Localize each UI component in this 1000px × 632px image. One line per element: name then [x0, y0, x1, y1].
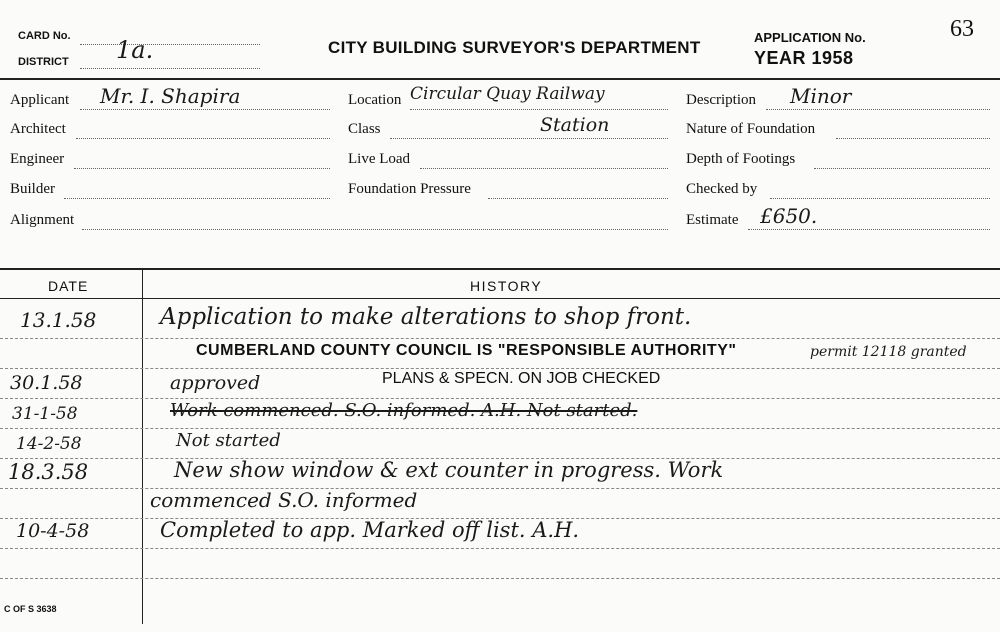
- estimate-value: £650.: [760, 204, 818, 228]
- card-no-label: CARD No.: [18, 30, 71, 42]
- table-divider: [142, 268, 143, 624]
- live-load-line: [420, 168, 668, 169]
- engineer-label: Engineer: [10, 151, 65, 167]
- application-no-value: 63: [950, 16, 974, 42]
- class-label: Class: [348, 121, 381, 137]
- history-entry: Completed to app. Marked off list. A.H.: [160, 518, 580, 542]
- district-label: DISTRICT: [18, 56, 69, 68]
- location-value-2: Station: [540, 114, 610, 136]
- row-line: [0, 578, 1000, 579]
- foundation-pressure-line: [488, 198, 668, 199]
- builder-line: [64, 198, 330, 199]
- live-load-label: Live Load: [348, 151, 411, 167]
- location-line: [410, 109, 668, 110]
- description-line: [766, 109, 990, 110]
- plans-checked-stamp: PLANS & SPECN. ON JOB CHECKED: [382, 370, 661, 387]
- nature-line: [836, 138, 990, 139]
- engineer-line: [74, 168, 330, 169]
- district-line: [80, 68, 260, 69]
- history-entry: Application to make alterations to shop front.: [160, 304, 692, 330]
- location-value: Circular Quay Railway: [410, 84, 605, 104]
- row-line: [0, 398, 1000, 399]
- header-rule: [0, 78, 1000, 80]
- row-line: [0, 428, 1000, 429]
- history-date: 10-4-58: [16, 520, 90, 542]
- row-line: [0, 368, 1000, 369]
- form-code: C OF S 3638: [4, 604, 57, 614]
- location-label: Location: [348, 92, 402, 108]
- department-title: CITY BUILDING SURVEYOR'S DEPARTMENT: [328, 38, 701, 57]
- date-column-header: DATE: [48, 278, 89, 294]
- applicant-line: [80, 109, 330, 110]
- application-no-label: APPLICATION No.: [754, 30, 866, 45]
- history-date: 18.3.58: [8, 460, 89, 484]
- description-value: Minor: [790, 84, 852, 108]
- architect-line: [76, 138, 330, 139]
- row-line: [0, 338, 1000, 339]
- class-line: [390, 138, 668, 139]
- description-label: Description: [686, 92, 756, 108]
- nature-of-foundation-label: Nature of Foundation: [686, 121, 816, 137]
- district-value: 1a.: [116, 36, 154, 64]
- row-line: [0, 548, 1000, 549]
- history-date: 14-2-58: [16, 434, 82, 454]
- estimate-label: Estimate: [686, 212, 739, 228]
- alignment-label: Alignment: [10, 212, 75, 228]
- history-entry: Not started: [176, 430, 281, 451]
- alignment-line: [82, 229, 668, 230]
- foundation-pressure-label: Foundation Pressure: [348, 181, 471, 197]
- council-stamp: CUMBERLAND COUNTY COUNCIL IS "RESPONSIBLE AUTHORITY": [196, 342, 737, 359]
- depth-of-footings-label: Depth of Footings: [686, 151, 796, 167]
- table-top-rule: [0, 268, 1000, 270]
- card-no-line: [80, 44, 260, 45]
- history-entry: commenced S.O. informed: [150, 488, 418, 512]
- applicant-label: Applicant: [10, 92, 70, 108]
- history-entry: Work commenced. S.O. informed. A.H. Not started.: [170, 400, 638, 421]
- history-entry: New show window & ext counter in progress. Work: [174, 458, 724, 482]
- table-header-rule: [0, 298, 1000, 299]
- year-label: YEAR 1958: [754, 48, 854, 68]
- checked-line: [770, 198, 990, 199]
- history-entry: approved: [170, 372, 261, 394]
- history-date: 31-1-58: [12, 404, 78, 424]
- checked-by-label: Checked by: [686, 181, 758, 197]
- estimate-line: [748, 229, 990, 230]
- permit-note: permit 12118 granted: [810, 344, 967, 360]
- history-date: 13.1.58: [20, 308, 97, 332]
- builder-label: Builder: [10, 181, 55, 197]
- architect-label: Architect: [10, 121, 66, 137]
- history-date: 30.1.58: [10, 372, 83, 394]
- depth-line: [814, 168, 990, 169]
- history-column-header: HISTORY: [470, 278, 543, 294]
- applicant-value: Mr. I. Shapira: [100, 84, 241, 108]
